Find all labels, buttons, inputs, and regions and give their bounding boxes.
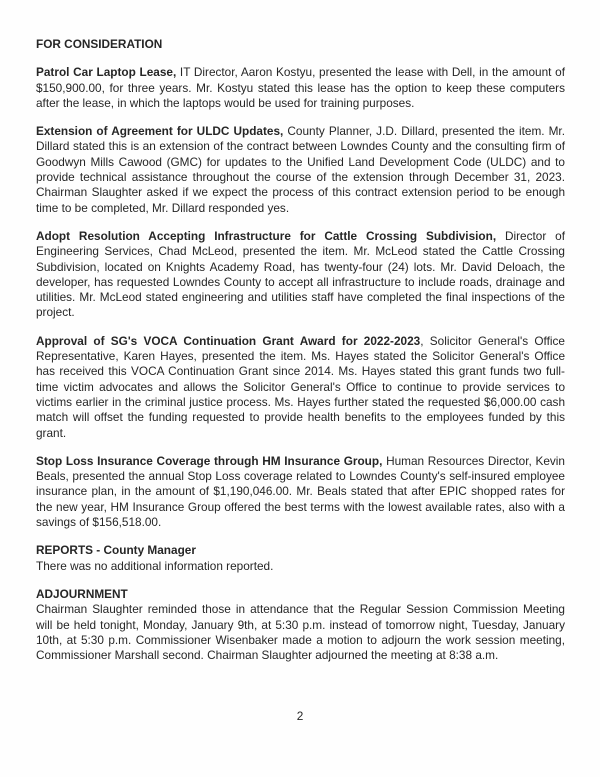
paragraph-lead: Patrol Car Laptop Lease, <box>36 65 177 80</box>
paragraph-stop-loss-insurance <box>36 454 565 530</box>
paragraph-voca-grant-award <box>36 334 565 441</box>
paragraph-patrol-car-laptop-lease <box>36 65 565 111</box>
reports-section <box>36 543 565 574</box>
adjournment-section <box>36 587 565 663</box>
paragraph-body: , Solicitor General's Office Representative, Karen Hayes, presented the item. Ms. Hayes stated the Solicitor General's Office has received this VOCA Continuation Grant since 2014. Ms. Hayes stated this grant funds two full-time victim advocates and allows the Solicitor General's Office to continue to provide services to victims earlier in the criminal justice process. Ms. Hayes further stated the requested $6,000.00 cash match will offset the funding requested to provide health benefits to the employees funded by this grant. <box>36 333 565 440</box>
paragraph-body: Human Resources Director, Kevin Beals, presented the annual Stop Loss coverage related to Lowndes County's self-insured employee insurance plan, in the amount of $1,190,046.00. Mr. Beals stated that after EPIC shopped rates for the new year, HM Insurance Group offered the best terms with the lowest available rates, also with a savings of $156,518.00. <box>36 453 565 530</box>
adjournment-heading: ADJOURNMENT <box>36 586 128 601</box>
paragraph-lead: Adopt Resolution Accepting Infrastructure for Cattle Crossing Subdivision, <box>36 228 497 243</box>
paragraph-lead: Approval of SG's VOCA Continuation Grant Award for 2022-2023 <box>36 333 421 348</box>
paragraph-lead: Extension of Agreement for ULDC Updates, <box>36 124 284 139</box>
section-title: FOR CONSIDERATION <box>36 37 163 51</box>
paragraph-lead: Stop Loss Insurance Coverage through HM Insurance Group, <box>36 453 383 468</box>
paragraph-body: IT Director, Aaron Kostyu, presented the lease with Dell, in the amount of $150,900.00, for three years. Mr. Kostyu stated this lease has the option to keep these computers after the lease, in which the laptops would be used for training purposes. <box>36 65 565 110</box>
paragraph-body: County Planner, J.D. Dillard, presented the item. Mr. Dillard stated this is an extension of the contract between Lowndes County and the consulting firm of Goodwyn Mills Cawood (GMC) for updates to the Unified Land Development Code (ULDC) and to provide technical assistance throughout the course of the extension through December 31, 2023. Chairman Slaughter asked if we expect the process of this contract extension period to be enough time to be completed, Mr. Dillard responded yes. <box>36 124 565 215</box>
paragraph-cattle-crossing-subdivision <box>36 229 565 321</box>
page-number: 2 <box>296 709 304 723</box>
reports-heading: REPORTS - County Manager <box>36 543 196 558</box>
reports-body: There was no additional information reported. <box>36 558 274 573</box>
paragraph-uldc-updates <box>36 124 565 216</box>
paragraph-body: Director of Engineering Services, Chad McLeod, presented the item. Mr. McLeod stated the Cattle Crossing Subdivision, located on Knights Academy Road, has twenty-four (24) lots. Mr. David Deloach, the developer, has requested Lowndes County to accept all infrastructure to include roads, drainage and utilities. Mr. McLeod stated engineering and utilities staff have completed the final inspections of the project. <box>36 228 565 320</box>
adjournment-body: Chairman Slaughter reminded those in attendance that the Regular Session Commission Meeting will be held tonight, Monday, January 9th, at 5:30 p.m. instead of tomorrow night, Tuesday, January 10th, at 5:30 p.m. Commissioner Wisenbaker made a motion to adjourn the work session meeting, Commissioner Marshall second. Chairman Slaughter adjourned the meeting at 8:38 a.m. <box>36 602 565 663</box>
